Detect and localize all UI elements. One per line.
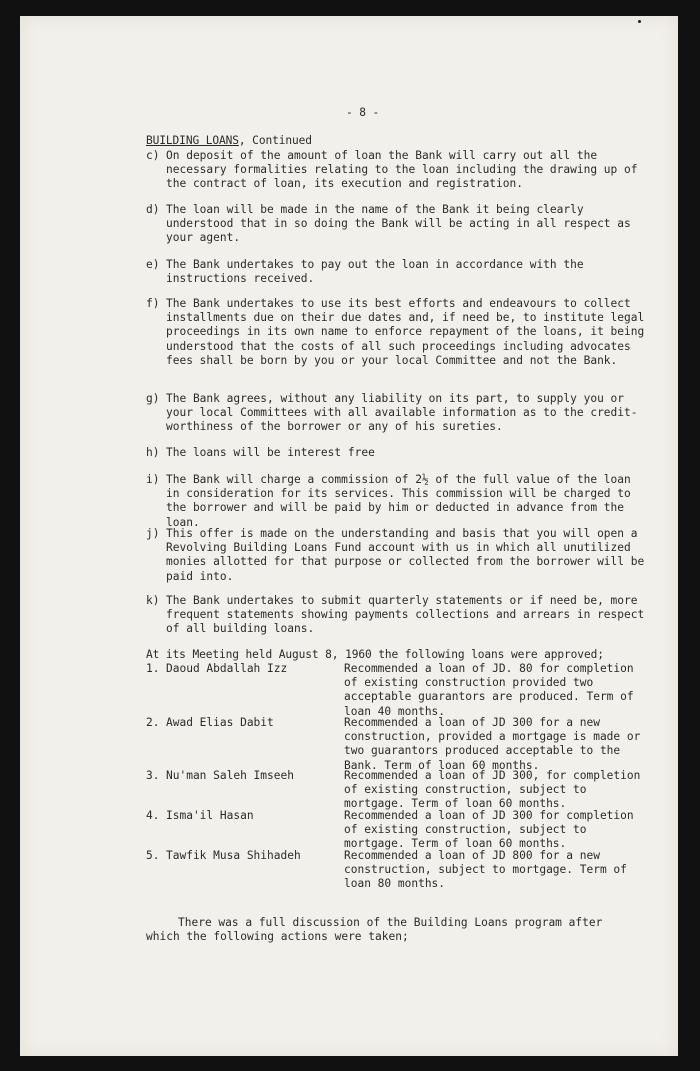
item-label: j)	[146, 527, 160, 540]
item-text: The Bank will charge a commission of 2½ of the full value of the loan in consideration for its services. This commission will be charged to the borrower and will be paid by him or deducted in advance from the loan.	[166, 473, 631, 529]
item-label: d)	[146, 203, 160, 216]
meeting-intro: At its Meeting held August 8, 1960 the following loans were approved;	[146, 648, 604, 661]
item-text: The Bank undertakes to pay out the loan in accordance with the instructions received.	[166, 258, 584, 286]
item-label: i)	[146, 473, 160, 486]
borrower-name: Daoud Abdallah Izz	[166, 662, 288, 675]
closing-paragraph: There was a full discussion of the Building Loans program after which the following actions were taken;	[146, 916, 603, 944]
loan-description: Recommended a loan of JD 800 for a new construction, subject to mortgage. Term of loan 80 months.	[344, 849, 627, 891]
loan-description: Recommended a loan of JD 300 for completion of existing construction, subject to mortgage. Term of loan 60 months.	[344, 809, 634, 851]
loan-number: 5.	[146, 849, 160, 862]
borrower-name: Awad Elias Dabit	[166, 716, 274, 729]
item-text: The loans will be interest free	[166, 446, 375, 459]
section-title: BUILDING LOANS	[146, 134, 239, 147]
item-text: The loan will be made in the name of the Bank it being clearly understood that in so doing the Bank will be acting in all respect as your agent.	[166, 203, 631, 245]
item-label: f)	[146, 297, 160, 310]
loan-number: 4.	[146, 809, 160, 822]
loan-number: 3.	[146, 769, 160, 782]
loan-number: 2.	[146, 716, 160, 729]
loan-number: 1.	[146, 662, 160, 675]
loan-description: Recommended a loan of JD 300 for a new construction, provided a mortgage is made or two guarantors produced acceptable to the Bank. Term of loan 60 months.	[344, 716, 641, 772]
item-text: This offer is made on the understanding and basis that you will open a Revolving Building Loans Fund account with us in which all unutilized monies allotted for that purpose or collected from the borrower will be paid into.	[166, 527, 645, 583]
item-label: k)	[146, 594, 160, 607]
section-title-suffix: , Continued	[238, 134, 312, 147]
page-number: - 8 -	[346, 106, 380, 119]
ink-mark	[638, 20, 641, 23]
loan-description: Recommended a loan of JD 300, for completion of existing construction, subject to mortgage. Term of loan 60 months.	[344, 769, 641, 811]
borrower-name: Nu'man Saleh Imseeh	[166, 769, 294, 782]
loan-description: Recommended a loan of JD. 80 for completion of existing construction provided two acceptable guarantors are produced. Term of loan 40 months.	[344, 662, 634, 718]
item-label: g)	[146, 392, 160, 405]
borrower-name: Tawfik Musa Shihadeh	[166, 849, 301, 862]
item-label: c)	[146, 149, 160, 162]
section-heading	[146, 134, 312, 148]
item-text: The Bank undertakes to use its best efforts and endeavours to collect installments due on their due dates and, if need be, to institute legal proceedings in its own name to enforce repayment of the loans, it being understood that the costs of all such proceedings including advocates fees shall be born by you or your local Committee and not the Bank.	[166, 297, 645, 367]
borrower-name: Isma'il Hasan	[166, 809, 254, 822]
item-text: The Bank undertakes to submit quarterly statements or if need be, more frequent statements showing payments collections and arrears in respect of all building loans.	[166, 594, 645, 636]
item-text: On deposit of the amount of loan the Bank will carry out all the necessary formalities relating to the loan including the drawing up of the contract of loan, its execution and registration.	[166, 149, 638, 191]
item-label: e)	[146, 258, 160, 271]
item-label: h)	[146, 446, 160, 459]
item-text: The Bank agrees, without any liability on its part, to supply you or your local Committees with all available information as to the credit-worthiness of the borrower or any of his sureties.	[166, 392, 638, 434]
